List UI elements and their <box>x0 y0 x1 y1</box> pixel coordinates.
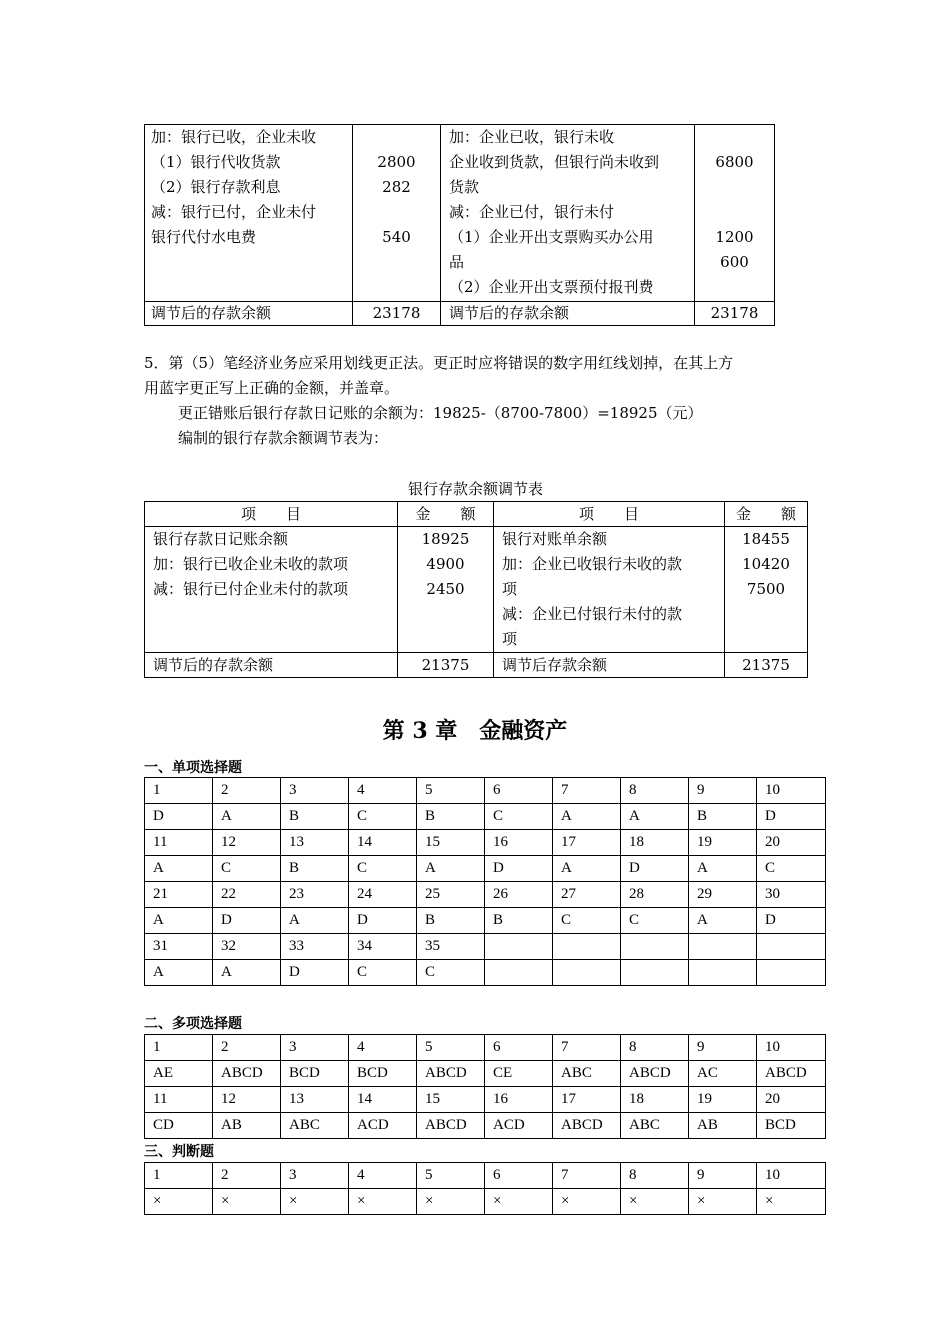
table1-footer-right-amount: 23178 <box>695 302 775 326</box>
table-cell: × <box>485 1189 553 1215</box>
table-cell: 7 <box>553 1035 621 1061</box>
table-cell: 35 <box>417 934 485 960</box>
cell-line: 项 <box>502 630 518 648</box>
cell-line: 加：银行已收企业未收的款项 <box>153 555 349 573</box>
table-cell: 14 <box>349 1087 417 1113</box>
cell-line <box>695 275 774 300</box>
single-choice-answer-table <box>144 777 826 986</box>
table-cell: 24 <box>349 882 417 908</box>
table-cell: ABC <box>553 1061 621 1087</box>
table-cell: B <box>485 908 553 934</box>
table-cell: 18 <box>621 1087 689 1113</box>
table-row <box>145 1113 826 1139</box>
table-cell <box>757 960 826 986</box>
table2-left-items <box>145 527 398 653</box>
table-cell: × <box>213 1189 281 1215</box>
table-row <box>145 1189 826 1215</box>
cell-line: 18455 <box>742 530 790 548</box>
table-cell: B <box>689 804 757 830</box>
table-cell: 22 <box>213 882 281 908</box>
table2-right-amounts <box>725 527 808 653</box>
table-cell: 10 <box>757 1163 826 1189</box>
table-cell: D <box>281 960 349 986</box>
table-cell: B <box>417 804 485 830</box>
table-cell: × <box>553 1189 621 1215</box>
table2-footer-left-label: 调节后的存款余额 <box>145 653 398 678</box>
table-cell: 6 <box>485 1035 553 1061</box>
table-cell: 16 <box>485 1087 553 1113</box>
table-cell: ABCD <box>417 1061 485 1087</box>
table-row <box>145 908 826 934</box>
table-cell: D <box>145 804 213 830</box>
table-cell: × <box>145 1189 213 1215</box>
paragraph-line-4: 编制的银行存款余额调节表为： <box>178 429 389 447</box>
table-cell: 32 <box>213 934 281 960</box>
table-row <box>145 1035 826 1061</box>
table-cell: 26 <box>485 882 553 908</box>
table-cell: BCD <box>757 1113 826 1139</box>
cell-line <box>353 200 440 225</box>
table-row <box>145 882 826 908</box>
table-cell: 4 <box>349 1163 417 1189</box>
table2-header-item-right: 项 目 <box>494 502 725 527</box>
table-cell: A <box>689 856 757 882</box>
table-cell: × <box>621 1189 689 1215</box>
cell-line: 7500 <box>746 580 786 598</box>
table-row <box>145 960 826 986</box>
table-cell <box>621 934 689 960</box>
table-cell: B <box>281 804 349 830</box>
cell-line: 4900 <box>426 555 465 573</box>
table-cell: × <box>689 1189 757 1215</box>
cell-line: 减：银行已付，企业未付 <box>151 203 317 221</box>
table1-right-items <box>441 125 695 302</box>
cell-line: 加：企业已收银行未收的款 <box>502 555 683 573</box>
cell-line: 282 <box>382 178 411 196</box>
table-cell: × <box>349 1189 417 1215</box>
table-cell: 7 <box>553 1163 621 1189</box>
cell-line: （1）银行代收货款 <box>151 153 281 171</box>
section2-title: 二、多项选择题 <box>144 1016 242 1032</box>
table-row <box>145 830 826 856</box>
cell-line: 1200 <box>715 228 754 246</box>
table-cell: ACD <box>485 1113 553 1139</box>
table-row <box>145 1087 826 1113</box>
table-row <box>145 804 826 830</box>
table-cell: A <box>553 856 621 882</box>
table-cell: AE <box>145 1061 213 1087</box>
table-cell: 27 <box>553 882 621 908</box>
cell-line: 18925 <box>421 530 470 548</box>
table-cell: ABCD <box>417 1113 485 1139</box>
cell-line <box>695 175 774 200</box>
table2-right-items <box>494 527 725 653</box>
table-cell: 3 <box>281 1163 349 1189</box>
table1-left-amounts <box>353 125 441 302</box>
table-cell: 23 <box>281 882 349 908</box>
table-cell <box>553 960 621 986</box>
table-cell: 3 <box>281 1035 349 1061</box>
table-cell: ABCD <box>213 1061 281 1087</box>
section1-title: 一、单项选择题 <box>144 760 242 776</box>
cell-line: 540 <box>382 228 411 246</box>
cell-line: （1）企业开出支票购买办公用 <box>449 228 654 246</box>
table-cell: 17 <box>553 830 621 856</box>
table-cell: 5 <box>417 1163 485 1189</box>
table-cell: BCD <box>349 1061 417 1087</box>
table-cell: × <box>757 1189 826 1215</box>
table-cell: A <box>145 960 213 986</box>
reconciliation-table-1 <box>144 124 775 326</box>
cell-line: 2450 <box>426 580 465 598</box>
table-cell: ABCD <box>621 1061 689 1087</box>
table-cell: 6 <box>485 1163 553 1189</box>
cell-line: 2800 <box>377 153 416 171</box>
table-cell: 13 <box>281 1087 349 1113</box>
cell-line: 银行代付水电费 <box>151 228 257 246</box>
table-cell <box>553 934 621 960</box>
table-cell: D <box>621 856 689 882</box>
cell-line: 货款 <box>449 178 480 196</box>
cell-line: 6800 <box>715 153 754 171</box>
table-cell: 2 <box>213 1035 281 1061</box>
paragraph-line-1: 5．第（5）笔经济业务应采用划线更正法。更正时应将错误的数字用红线划掉，在其上方 <box>144 354 734 372</box>
table2-caption: 银行存款余额调节表 <box>407 480 543 498</box>
table-cell <box>621 960 689 986</box>
table-row <box>145 1061 826 1087</box>
table-cell: 7 <box>553 778 621 804</box>
table-cell: D <box>213 908 281 934</box>
cell-line <box>725 627 807 652</box>
table-row <box>145 934 826 960</box>
cell-line: 加：银行已收，企业未收 <box>151 128 317 146</box>
table-cell: CD <box>145 1113 213 1139</box>
table-cell: 28 <box>621 882 689 908</box>
table-cell: CE <box>485 1061 553 1087</box>
table-cell: 10 <box>757 778 826 804</box>
table1-footer-left-amount: 23178 <box>353 302 441 326</box>
table-cell: 4 <box>349 778 417 804</box>
table-cell: 8 <box>621 1163 689 1189</box>
cell-line <box>695 200 774 225</box>
table-cell: C <box>553 908 621 934</box>
table-cell: 13 <box>281 830 349 856</box>
cell-line <box>695 125 774 150</box>
table-cell: × <box>417 1189 485 1215</box>
table-cell: 8 <box>621 1035 689 1061</box>
paragraph-line-3: 更正错账后银行存款日记账的余额为：19825-（8700-7800）=18925（元） <box>178 404 703 422</box>
table-cell: 25 <box>417 882 485 908</box>
table-cell: A <box>213 960 281 986</box>
table-cell: 3 <box>281 778 349 804</box>
cell-line: 银行存款日记账余额 <box>153 530 289 548</box>
chapter-title: 第 3 章 金融资产 <box>382 718 568 744</box>
table-cell: 5 <box>417 778 485 804</box>
table-cell: 34 <box>349 934 417 960</box>
table-cell: 10 <box>757 1035 826 1061</box>
table-cell: 15 <box>417 1087 485 1113</box>
table-cell <box>689 960 757 986</box>
table-cell: C <box>417 960 485 986</box>
table-cell: ACD <box>349 1113 417 1139</box>
table-cell: AC <box>689 1061 757 1087</box>
reconciliation-table-2 <box>144 501 808 678</box>
cell-line: 10420 <box>742 555 790 573</box>
table-cell: 12 <box>213 1087 281 1113</box>
table-cell: 1 <box>145 778 213 804</box>
table-cell: C <box>621 908 689 934</box>
table-cell <box>689 934 757 960</box>
table-cell: D <box>349 908 417 934</box>
table-cell: 18 <box>621 830 689 856</box>
table-cell: 2 <box>213 1163 281 1189</box>
table-cell <box>757 934 826 960</box>
cell-line: 减：银行已付企业未付的款项 <box>153 580 349 598</box>
cell-line: 银行对账单余额 <box>502 530 608 548</box>
table-cell: 2 <box>213 778 281 804</box>
cell-line: 600 <box>720 253 749 271</box>
table-cell: 1 <box>145 1163 213 1189</box>
table-cell: D <box>757 804 826 830</box>
table-cell: 9 <box>689 1035 757 1061</box>
table-cell: 17 <box>553 1087 621 1113</box>
section3-title: 三、判断题 <box>144 1144 214 1160</box>
table-row <box>145 1163 826 1189</box>
table-cell: A <box>553 804 621 830</box>
table1-footer-left-label: 调节后的存款余额 <box>145 302 353 326</box>
cell-line <box>353 125 440 150</box>
table-cell <box>485 960 553 986</box>
table-cell: ABC <box>621 1113 689 1139</box>
table-cell: ABC <box>281 1113 349 1139</box>
table-cell: C <box>213 856 281 882</box>
table1-right-amounts <box>695 125 775 302</box>
table-cell: A <box>281 908 349 934</box>
table-row <box>145 778 826 804</box>
table-cell: AB <box>689 1113 757 1139</box>
true-false-answer-table <box>144 1162 826 1215</box>
table-cell: 19 <box>689 1087 757 1113</box>
table2-left-amounts <box>398 527 494 653</box>
table-cell: C <box>349 804 417 830</box>
table-cell: B <box>281 856 349 882</box>
table2-header-item-left: 项 目 <box>145 502 398 527</box>
table-cell: A <box>213 804 281 830</box>
table-cell: 12 <box>213 830 281 856</box>
table1-left-items <box>145 125 353 302</box>
table2-footer-right-label: 调节后存款余额 <box>494 653 725 678</box>
cell-line: 企业收到货款，但银行尚未收到 <box>449 153 660 171</box>
table-cell: 21 <box>145 882 213 908</box>
table-cell: A <box>145 908 213 934</box>
table-cell: 20 <box>757 830 826 856</box>
table-cell: B <box>417 908 485 934</box>
table-cell <box>485 934 553 960</box>
cell-line: 减：企业已付银行未付的款 <box>502 605 683 623</box>
table-cell: 5 <box>417 1035 485 1061</box>
table-cell: 14 <box>349 830 417 856</box>
table-cell: 11 <box>145 1087 213 1113</box>
table-cell: C <box>757 856 826 882</box>
table-cell: ABCD <box>757 1061 826 1087</box>
table-cell: 19 <box>689 830 757 856</box>
cell-line: 项 <box>502 580 518 598</box>
table-cell: A <box>145 856 213 882</box>
table-cell: A <box>417 856 485 882</box>
table-cell: 16 <box>485 830 553 856</box>
table-cell: A <box>689 908 757 934</box>
table-cell: 9 <box>689 1163 757 1189</box>
table-cell: 20 <box>757 1087 826 1113</box>
table-cell: C <box>349 856 417 882</box>
cell-line: （2）企业开出支票预付报刊费 <box>449 278 654 296</box>
table-cell: AB <box>213 1113 281 1139</box>
table-cell: 29 <box>689 882 757 908</box>
table-cell: 1 <box>145 1035 213 1061</box>
table-cell: 30 <box>757 882 826 908</box>
table-cell: 31 <box>145 934 213 960</box>
table2-header-amount-left: 金 额 <box>398 502 494 527</box>
table-cell: 9 <box>689 778 757 804</box>
table1-footer-right-label: 调节后的存款余额 <box>441 302 695 326</box>
table-cell: A <box>621 804 689 830</box>
cell-line: （2）银行存款利息 <box>151 178 281 196</box>
multi-choice-answer-table <box>144 1034 826 1139</box>
cell-line: 加：企业已收，银行未收 <box>449 128 615 146</box>
table-cell: 15 <box>417 830 485 856</box>
cell-line <box>725 602 807 627</box>
table-cell: C <box>349 960 417 986</box>
table-cell: × <box>281 1189 349 1215</box>
paragraph-line-2: 用蓝字更正写上正确的金额，并盖章。 <box>144 379 400 397</box>
table-cell: 4 <box>349 1035 417 1061</box>
table-row <box>145 856 826 882</box>
cell-line: 减：企业已付，银行未付 <box>449 203 615 221</box>
table2-footer-right-amount: 21375 <box>725 653 808 678</box>
table2-footer-left-amount: 21375 <box>398 653 494 678</box>
table-cell: BCD <box>281 1061 349 1087</box>
table-cell: ABCD <box>553 1113 621 1139</box>
table2-header-amount-right: 金 额 <box>725 502 808 527</box>
cell-line: 品 <box>449 253 465 271</box>
table-cell: D <box>757 908 826 934</box>
table-cell: 33 <box>281 934 349 960</box>
table-cell: 11 <box>145 830 213 856</box>
table-cell: 6 <box>485 778 553 804</box>
table-cell: 8 <box>621 778 689 804</box>
table-cell: C <box>485 804 553 830</box>
table-cell: D <box>485 856 553 882</box>
